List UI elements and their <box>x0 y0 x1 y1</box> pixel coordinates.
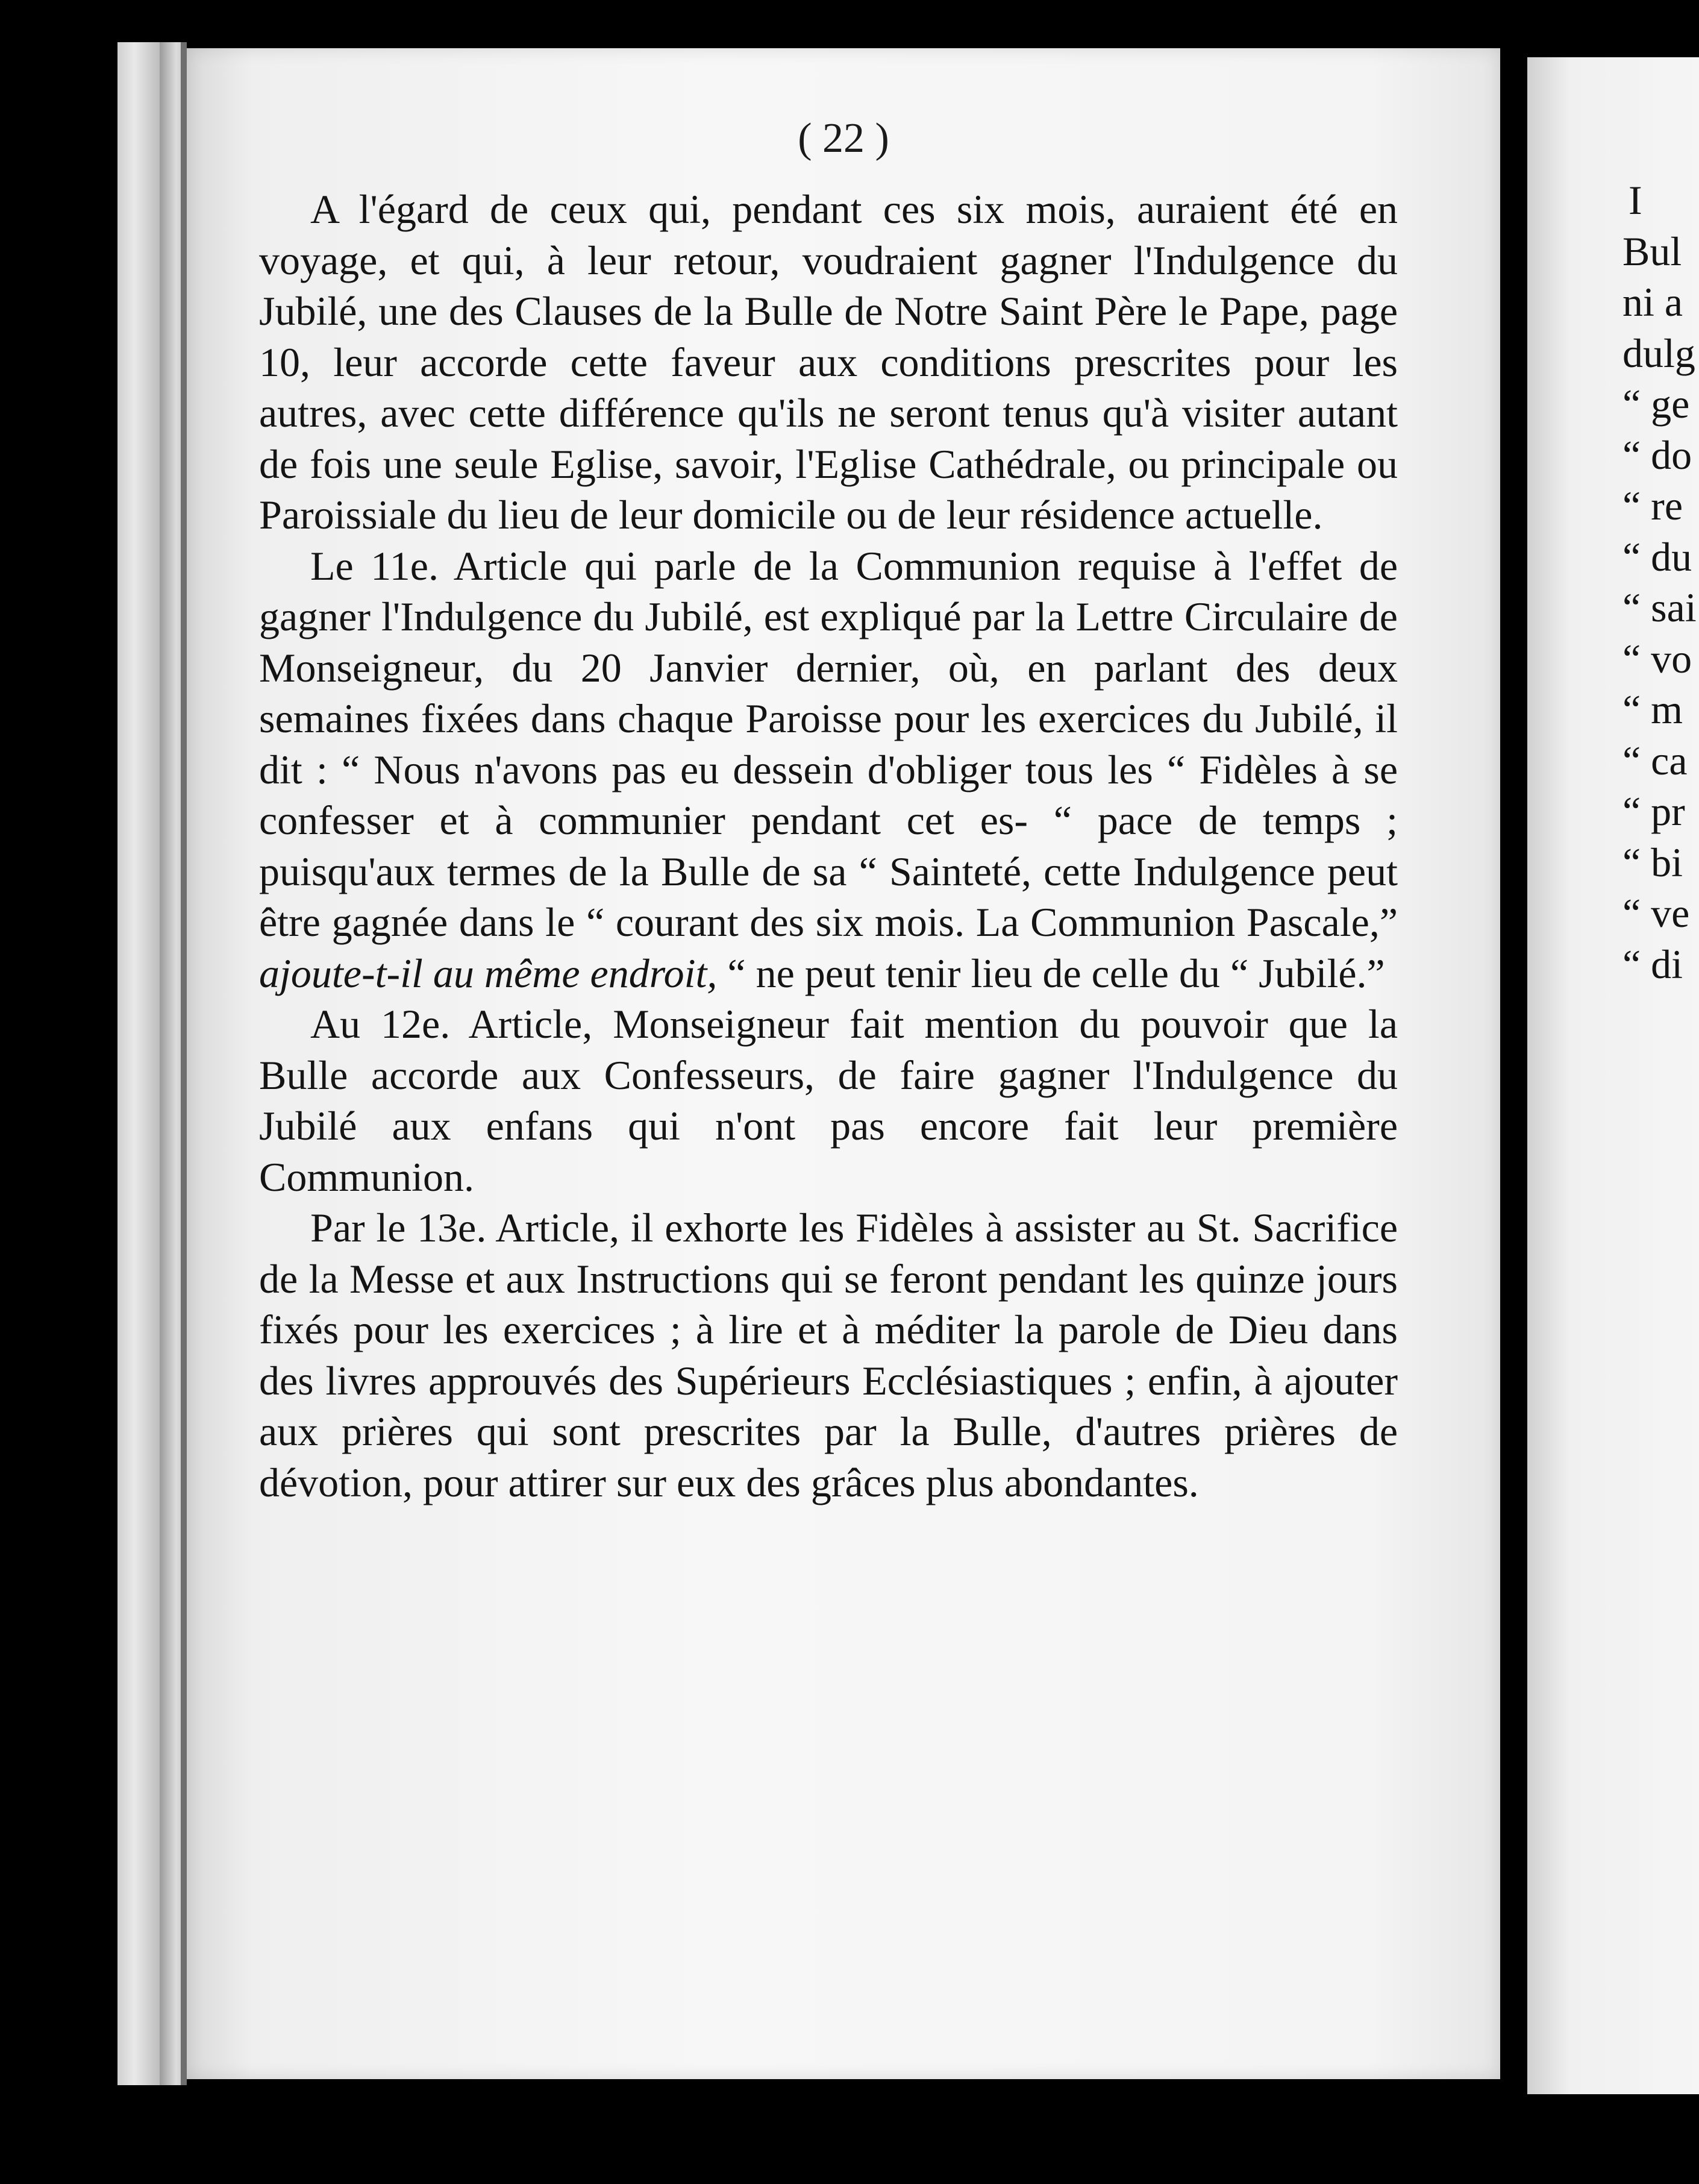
right-page-text <box>1622 175 1699 990</box>
page-edge-outer <box>117 42 160 2085</box>
right-line: “ du <box>1622 533 1692 580</box>
page-text <box>259 184 1398 1508</box>
right-line: “ m <box>1622 686 1683 732</box>
paragraph-4: Par le 13e. Article, il exhorte les Fidèles à assister au St. Sacrifice de la Messe et aux Instructions qui se feront pendant les quinze jours fixés pour les exercices ; à lire et à méditer la parole de Dieu dans des livres approuvés des Supérieurs Ecclésiastiques ; enfin, à ajouter aux prières qui sont prescrites par la Bulle, d'autres prières de dévotion, pour attirer sur eux des grâces plus abondantes. <box>259 1205 1398 1505</box>
paragraph-2-end: “ ne peut tenir lieu de celle du “ Jubilé.” <box>717 950 1385 996</box>
right-line: ni a <box>1622 279 1683 325</box>
paragraph-2-italic: ajoute-t-il au même endroit, <box>259 950 718 996</box>
page-edge-line <box>181 42 187 2085</box>
right-line: “ ge <box>1622 381 1690 427</box>
right-line: Bul <box>1622 228 1682 274</box>
right-line: “ ve <box>1622 890 1690 936</box>
right-line: “ bi <box>1622 839 1683 885</box>
right-line: “ do <box>1622 431 1692 478</box>
paragraph-2 <box>259 541 1398 999</box>
right-line: “ re <box>1622 483 1683 529</box>
left-page <box>187 48 1500 2079</box>
right-page-fragment <box>1527 57 1699 2094</box>
right-line: “ di <box>1622 941 1683 987</box>
paragraph-2-text: Le 11e. Article qui parle de la Communion requise à l'effet de gagner l'Indulgence du Jubilé, est expliqué par la Lettre Circulaire de Monseigneur, du 20 Janvier dernier, où, en parlant des deux semaines fixées dans chaque Paroisse pour les exercices du Jubilé, il dit : “ Nous n'avons pas eu dessein d'obliger tous les “ Fidèles à se confesser et à communier pendant cet es- “ pace de temps ; puisqu'aux termes de la Bulle de sa “ Sainteté, cette Indulgence peut être gagnée dans le “ courant des six mois. La Communion Pascale,” <box>259 542 1398 945</box>
right-line: “ vo <box>1622 635 1692 682</box>
right-line: dulg <box>1622 330 1695 376</box>
page-number: ( 22 ) <box>798 115 889 162</box>
paragraph-3: Au 12e. Article, Monseigneur fait mention du pouvoir que la Bulle accorde aux Confesseurs, de faire gagner l'Indulgence du Jubilé aux enfans qui n'ont pas encore fait leur première Communion. <box>259 1001 1398 1200</box>
right-line: I <box>1629 177 1642 223</box>
right-line: “ sai <box>1622 585 1697 630</box>
right-line: “ pr <box>1622 788 1685 834</box>
right-line: “ ca <box>1622 737 1688 783</box>
paragraph-1: A l'égard de ceux qui, pendant ces six mois, auraient été en voyage, et qui, à leur retour, voudraient gagner l'Indulgence du Jubilé, une des Clauses de la Bulle de Notre Saint Père le Pape, page 10, leur accorde cette faveur aux conditions prescrites pour les autres, avec cette différence qu'ils ne seront tenus qu'à visiter autant de fois une seule Eglise, savoir, l'Eglise Cathédrale, ou principale ou Paroissiale du lieu de leur domicile ou de leur résidence actuelle. <box>259 186 1398 538</box>
